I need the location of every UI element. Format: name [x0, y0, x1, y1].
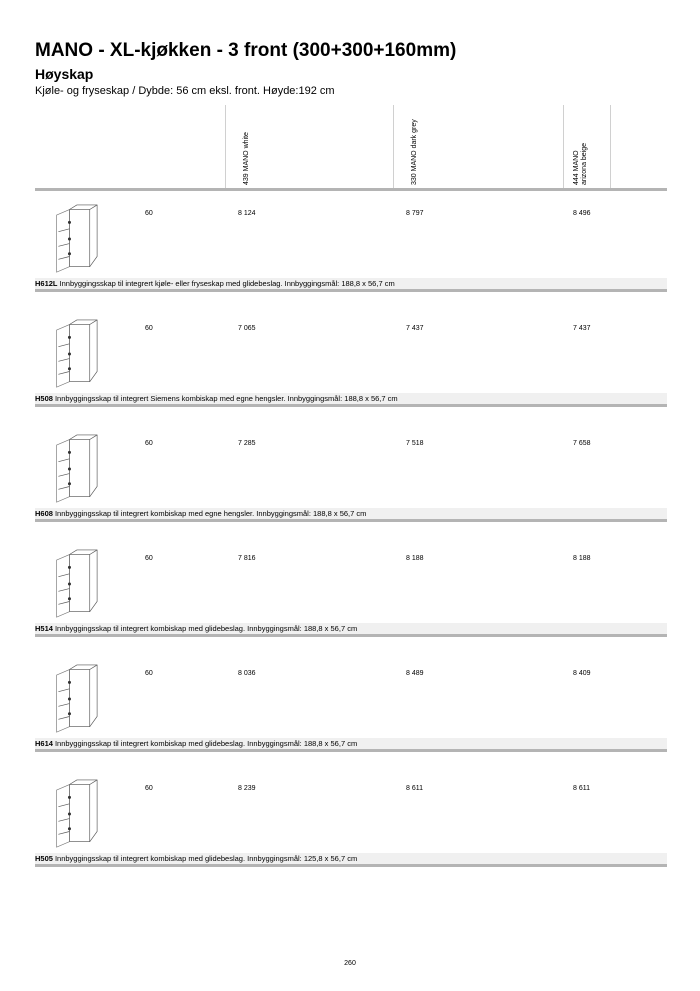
price-cell: 7 816: [238, 555, 256, 562]
row-divider: [35, 519, 667, 522]
section-subtitle: Høyskap: [35, 66, 94, 82]
product-description: Innbyggingsskap til integrert kjøle- eller fryseskap med glidebeslag. Innbyggingsmål: 188,8 x 56,7 cm: [59, 279, 395, 288]
price-cell: 8 124: [238, 210, 256, 217]
cabinet-width: 60: [145, 440, 153, 447]
cabinet-width: 60: [145, 325, 153, 332]
row-divider: [35, 289, 667, 292]
product-caption: [35, 853, 667, 864]
product-caption: [35, 278, 667, 289]
tall-cabinet-icon: [47, 204, 103, 274]
price-cell: 8 489: [406, 670, 424, 677]
tall-cabinet-icon: [47, 549, 103, 619]
product-description: Innbyggingsskap til integrert kombiskap med egne hengsler. Innbyggingsmål: 188,8 x 56,7 cm: [54, 509, 367, 518]
column-divider: [393, 105, 394, 190]
column-header-label: 330 MANO dark grey: [411, 119, 418, 185]
price-cell: 8 611: [406, 785, 423, 792]
cabinet-width: 60: [145, 785, 153, 792]
column-header-area: [35, 105, 667, 190]
product-code: H505: [35, 854, 53, 863]
product-row: [35, 196, 667, 301]
price-cell: 7 658: [573, 440, 591, 447]
price-cell: 8 036: [238, 670, 256, 677]
price-cell: 8 188: [406, 555, 424, 562]
row-divider: [35, 404, 667, 407]
column-header-439: [243, 105, 267, 185]
tall-cabinet-icon: [47, 779, 103, 849]
column-divider: [563, 105, 564, 190]
column-header-label: 439 MANO white: [243, 132, 250, 185]
row-divider: [35, 749, 667, 752]
product-caption: [35, 508, 667, 519]
tall-cabinet-icon: [47, 664, 103, 734]
row-divider: [35, 864, 667, 867]
product-code: H608: [35, 509, 53, 518]
header-divider: [35, 188, 667, 191]
price-cell: 7 437: [573, 325, 591, 332]
price-cell: 8 239: [238, 785, 256, 792]
column-divider: [225, 105, 226, 190]
tall-cabinet-icon: [47, 319, 103, 389]
price-cell: 7 437: [406, 325, 424, 332]
price-cell: 7 285: [238, 440, 256, 447]
column-header-444-line2: [581, 105, 605, 185]
column-header-label: arizona beige: [581, 142, 588, 185]
product-description: Innbyggingsskap til integrert kombiskap med glidebeslag. Innbyggingsmål: 188,8 x 56,7 cm: [54, 624, 358, 633]
product-code: H612L: [35, 279, 58, 288]
product-row: [35, 656, 667, 761]
product-caption: [35, 738, 667, 749]
product-caption: [35, 623, 667, 634]
page-title: MANO - XL-kjøkken - 3 front (300+300+160mm): [35, 40, 457, 61]
price-cell: 8 797: [406, 210, 424, 217]
price-cell: 7 065: [238, 325, 256, 332]
product-row: [35, 311, 667, 416]
column-header-330: [411, 105, 435, 185]
product-row: [35, 426, 667, 531]
product-code: H514: [35, 624, 53, 633]
column-header-label: 444 MANO: [573, 150, 580, 185]
price-cell: 8 611: [573, 785, 590, 792]
product-description: Innbyggingsskap til integrert kombiskap med glidebeslag. Innbyggingsmål: 188,8 x 56,7 cm: [54, 739, 358, 748]
row-divider: [35, 634, 667, 637]
product-row: [35, 771, 667, 876]
tall-cabinet-icon: [47, 434, 103, 504]
product-caption: [35, 393, 667, 404]
price-cell: 8 188: [573, 555, 591, 562]
section-description: Kjøle- og fryseskap / Dybde: 56 cm eksl. front. Høyde:192 cm: [35, 85, 335, 97]
product-code: H508: [35, 394, 53, 403]
price-cell: 8 496: [573, 210, 591, 217]
page-number: 260: [344, 960, 356, 967]
product-description: Innbyggingsskap til integrert kombiskap med glidebeslag. Innbyggingsmål: 125,8 x 56,7 cm: [54, 854, 358, 863]
cabinet-width: 60: [145, 210, 153, 217]
price-cell: 8 409: [573, 670, 591, 677]
product-description: Innbyggingsskap til integrert Siemens kombiskap med egne hengsler. Innbyggingsmål: 188,8 x 56,7 cm: [54, 394, 398, 403]
price-cell: 7 518: [406, 440, 424, 447]
product-row: [35, 541, 667, 646]
cabinet-width: 60: [145, 670, 153, 677]
cabinet-width: 60: [145, 555, 153, 562]
product-code: H614: [35, 739, 53, 748]
column-divider: [610, 105, 611, 190]
